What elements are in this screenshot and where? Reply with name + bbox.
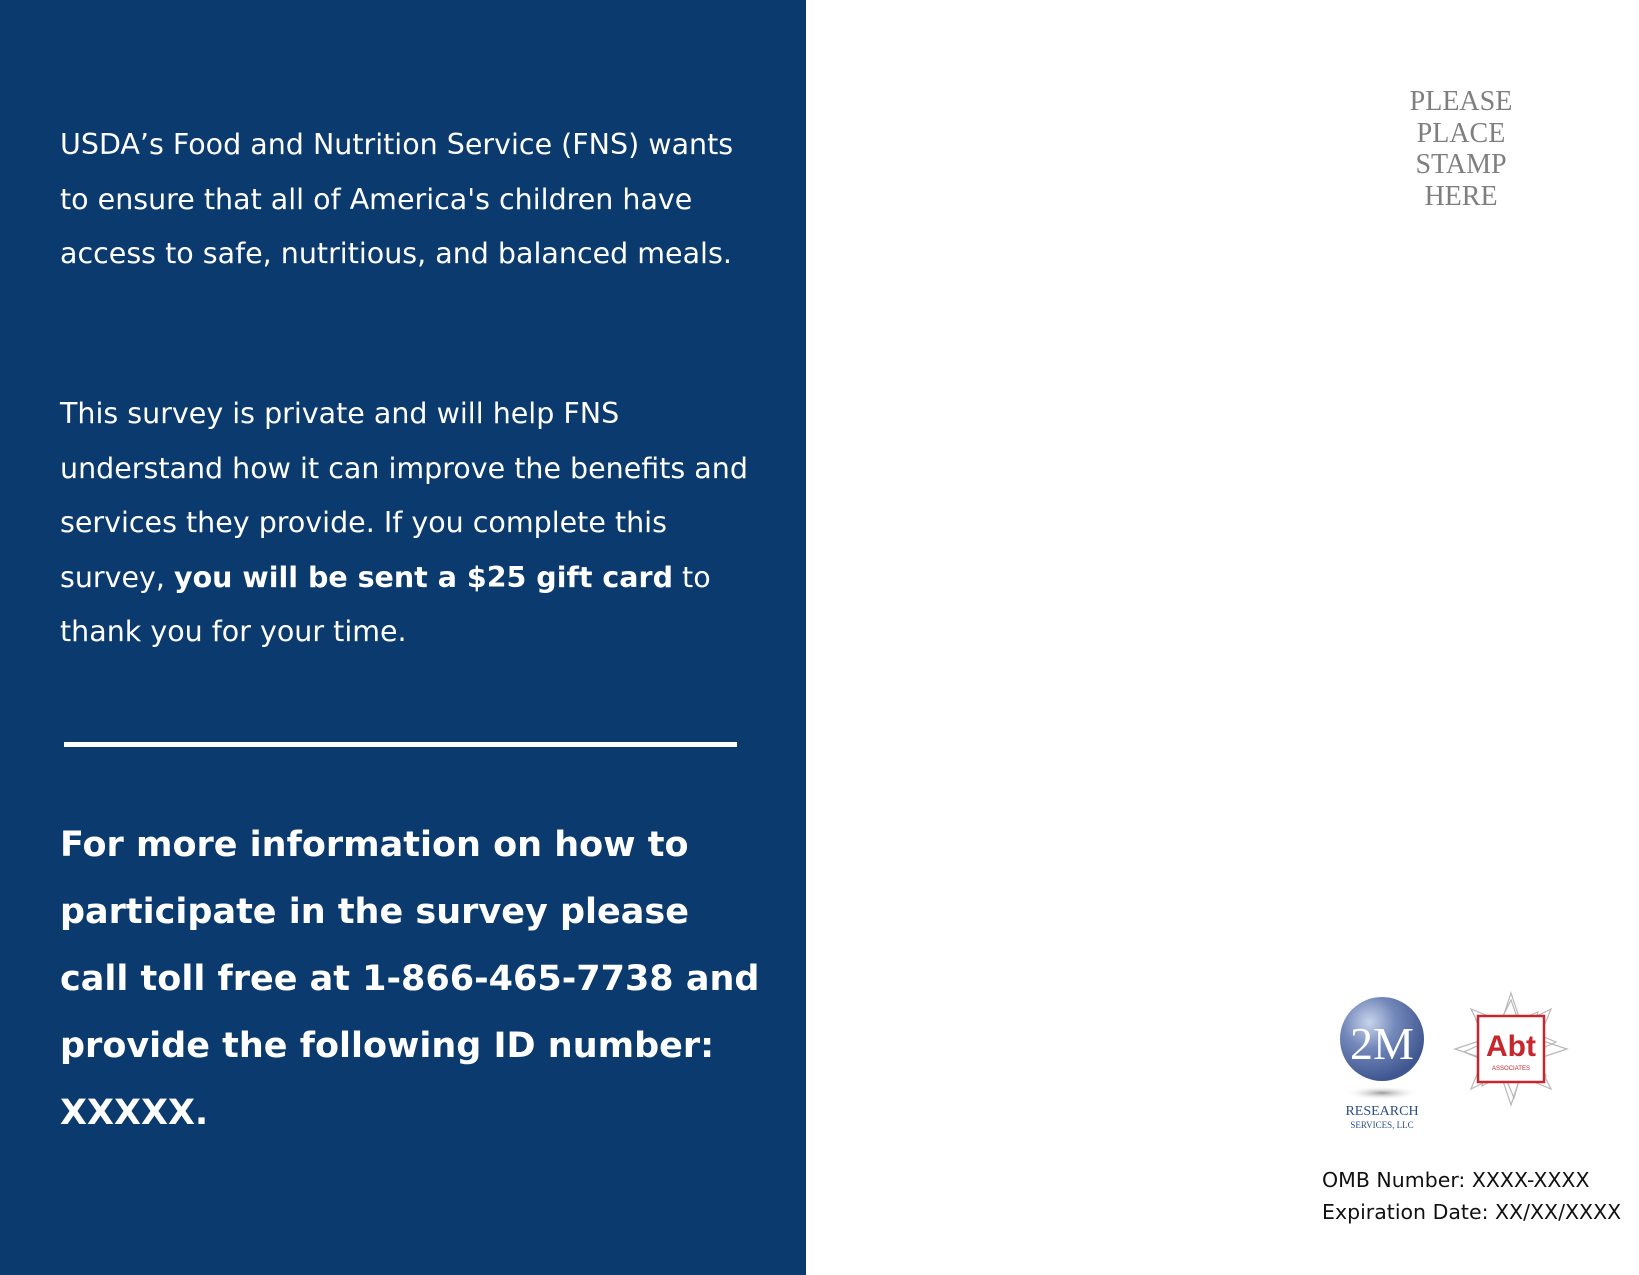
privacy-paragraph <box>60 387 760 660</box>
stamp-placeholder <box>1370 86 1552 212</box>
omb-number: OMB Number: XXXX-XXXX <box>1322 1168 1590 1192</box>
postcard-info-panel <box>0 0 806 1275</box>
omb-info <box>1322 1164 1622 1228</box>
2m-research-logo <box>1330 995 1434 1135</box>
svg-text:2M: 2M <box>1350 1018 1414 1069</box>
abt-associates-logo <box>1452 990 1570 1108</box>
intro-paragraph: USDA’s Food and Nutrition Service (FNS) wants to ensure that all of America's children have access to safe, nutritious, and balanced meals. <box>60 128 734 270</box>
stamp-line: PLACE <box>1416 117 1506 149</box>
privacy-text-end: to thank you for your time. <box>60 560 711 648</box>
stamp-line: PLEASE <box>1409 86 1513 117</box>
gift-card-highlight: you will be sent a $25 gift card <box>174 560 673 594</box>
svg-text:Abt: Abt <box>1486 1030 1536 1063</box>
svg-text:RESEARCH: RESEARCH <box>1345 1104 1419 1119</box>
contact-instructions: For more information on how to participate in the survey please call toll free at 1-866-465-7738 and provide the following ID number: XXXXX. <box>60 825 760 1133</box>
stamp-line: STAMP <box>1415 149 1507 180</box>
privacy-text: This survey is private and will help FNS understand how it can improve the benefits and services they provide. If you complete this survey, <box>60 397 748 594</box>
svg-text:ASSOCIATES: ASSOCIATES <box>1492 1066 1530 1072</box>
divider-line <box>64 742 737 747</box>
stamp-line: HERE <box>1424 180 1498 212</box>
expiration-date: Expiration Date: XX/XX/XXXX <box>1322 1200 1622 1224</box>
svg-text:SERVICES, LLC: SERVICES, LLC <box>1350 1120 1414 1130</box>
